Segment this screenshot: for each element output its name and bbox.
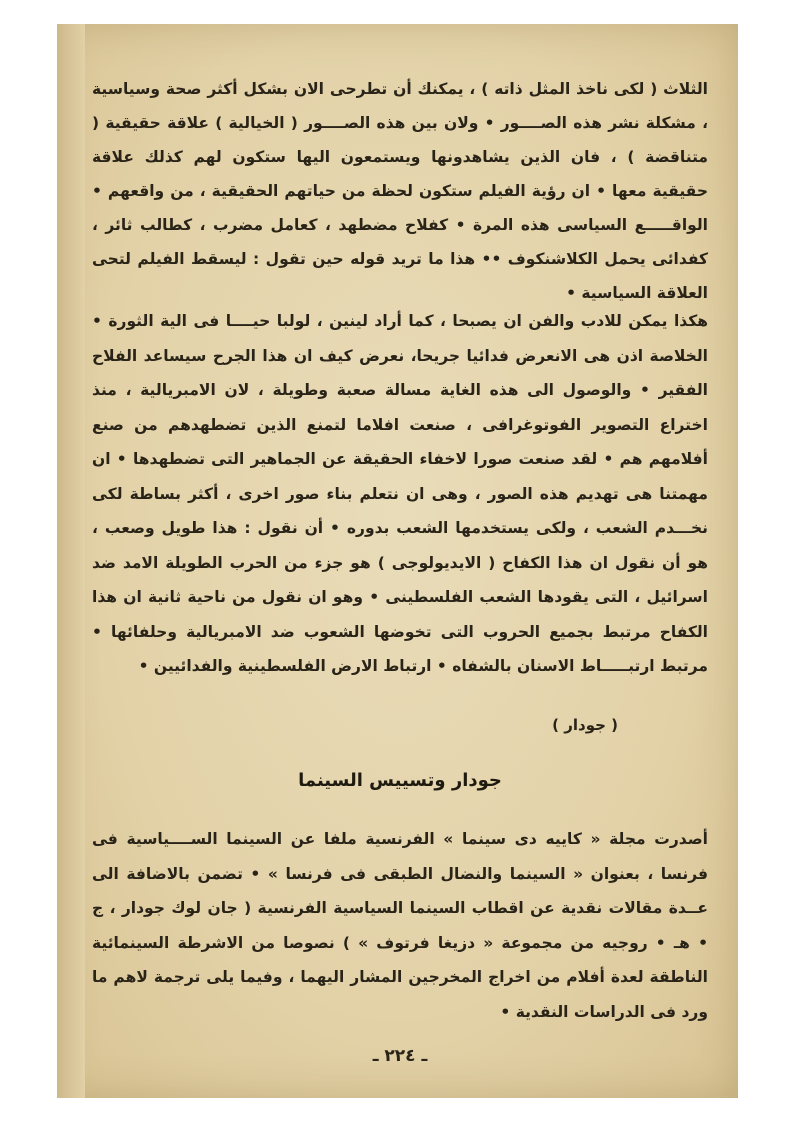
paragraph-3-text: أصدرت مجلة « كاييه دى سينما » الفرنسية ملفا عن السينما الســــياسية فى فرنسا ، بعنوان « السينما والنضال الطبقى فى فرنسا » • تضمن بالاضافة الى عــدة مقالات نقدية عن اقطاب السينما السياسية الفرنسية ( جان لوك جودار ، ج • هـ • روجيه من مجموعة « دزيغا فرتوف » ) نصوصا من الاشرطة السينمائية الناطقة لعدة أفلام من اخراج المخرجين المشار اليهما ، وفيما يلى ترجمة لاهم ما ورد فى الدراسات النقدية • (92, 830, 708, 1021)
paragraph-3 (92, 822, 708, 1029)
page-binding-edge (57, 24, 85, 1098)
page-number: ـ ٢٢٤ ـ (372, 1046, 428, 1066)
paragraph-2-text: هكذا يمكن للادب والفن ان يصبحا ، كما أراد لينين ، لولبا حيــــا فى الية الثورة • الخلاصة اذن هى الانعرض فدائيا جريحا، نعرض كيف ان هذا الجرح سيساعد الفلاح الفقير • والوصول الى هذه الغاية مسالة صعبة وطويلة ، لان الامبريالية ، منذ اختراع التصوير الفوتوغرافى ، صنعت افلاما لتمنع الذين تضطهدهم من صنع أفلامهم هم • لقد صنعت صورا لاخفاء الحقيقة عن الجماهير التى تضطهدها • ان مهمتنا هى تهديم هذه الصور ، وهى ان نتعلم بناء صور اخرى ، أكثر بساطة لكى نخـــدم الشعب ، ولكى يستخدمها الشعب بدوره • أن نقول : هذا طويل وصعب ، هو أن نقول ان هذا الكفاح ( الايديولوجى ) هو جزء من الحرب الطويلة الامد ضد اسرائيل ، التى يقودها الشعب الفلسطينى • وهو ان نقول من ناحية ثانية ان هذا الكفاح مرتبط بجميع الحروب التى تخوضها الشعوب ضد الامبريالية وحلفائها • مرتبط ارتبـــــاط الاسنان بالشفاه • ارتباط الارض الفلسطينية والفدائيين • (92, 312, 708, 675)
paragraph-1-text: الثلاث ( لكى ناخذ المثل ذاته ) ، يمكنك أن تطرحى الان بشكل أكثر صحة وسياسية ، مشكلة نشر هذه الصــــور • ولان بين هذه الصــــور ( الخيالية ) علاقة حقيقية ( متناقضة ) ، فان الذين يشاهدونها ويستمعون اليها ستكون لهم كذلك علاقة حقيقية معها • ان رؤية الفيلم ستكون لحظة من حياتهم الحقيقية ، من واقعهم • الواقـــــع السياسى هذه المرة • كفلاح مضطهد ، كعامل مضرب ، كطالب ثائر ، كفدائى يحمل الكلاشنكوف •• هذا ما تريد قوله حين تقول : ليسقط الفيلم لتحى العلاقة السياسية • (92, 80, 708, 302)
author-signature: ( جودار ) (552, 716, 618, 734)
paragraph-1 (92, 72, 708, 310)
section-heading: جودار وتسييس السينما (298, 770, 502, 791)
paragraph-2 (92, 304, 708, 684)
